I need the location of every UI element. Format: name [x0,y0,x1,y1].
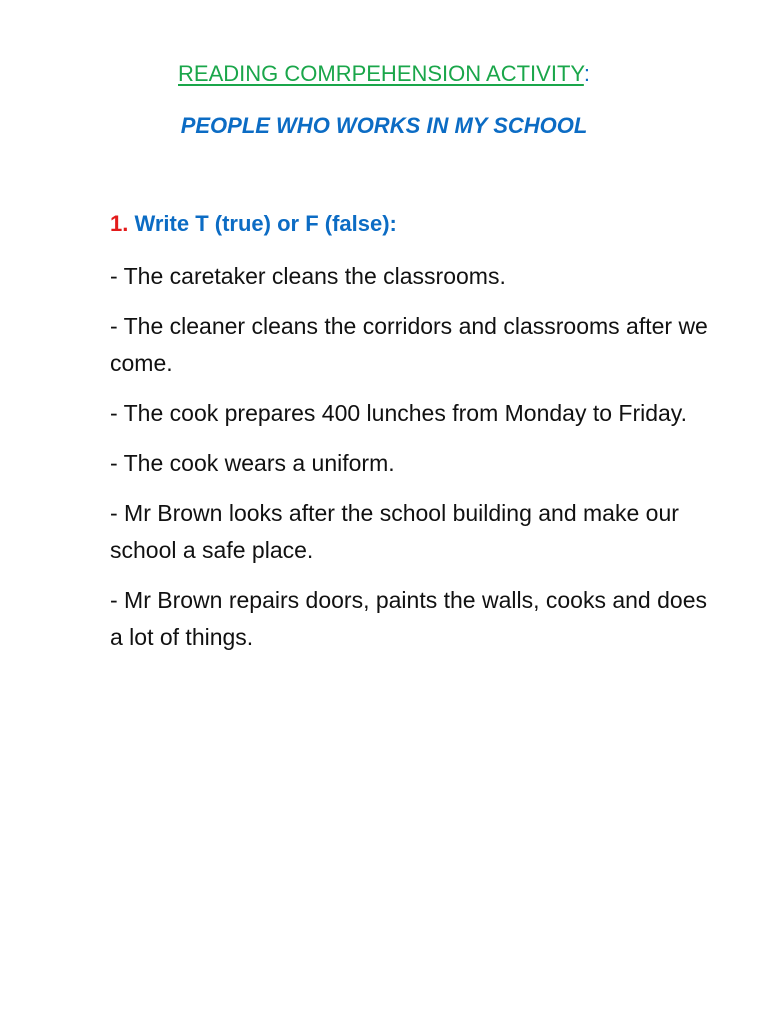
activity-title-text: READING COMRPEHENSION ACTIVITY [178,61,584,86]
activity-title-colon: : [583,61,590,86]
statement-item: - The cook prepares 400 lunches from Monday to Friday. [110,400,687,426]
question-number: 1. [110,211,129,236]
activity-title [0,61,768,87]
question-instruction: Write T (true) or F (false): [134,211,397,236]
statement-list [110,258,710,669]
statement-item: - The caretaker cleans the classrooms. [110,263,506,289]
statement-item: - Mr Brown repairs doors, paints the walls, cooks and does a lot of things. [110,587,707,650]
statement-item: - The cook wears a uniform. [110,450,395,476]
statement-item: - Mr Brown looks after the school building and make our school a safe place. [110,500,679,563]
statement-item: - The cleaner cleans the corridors and classrooms after we come. [110,313,708,376]
activity-subtitle: PEOPLE WHO WORKS IN MY SCHOOL [180,113,588,138]
question-heading [110,211,397,237]
